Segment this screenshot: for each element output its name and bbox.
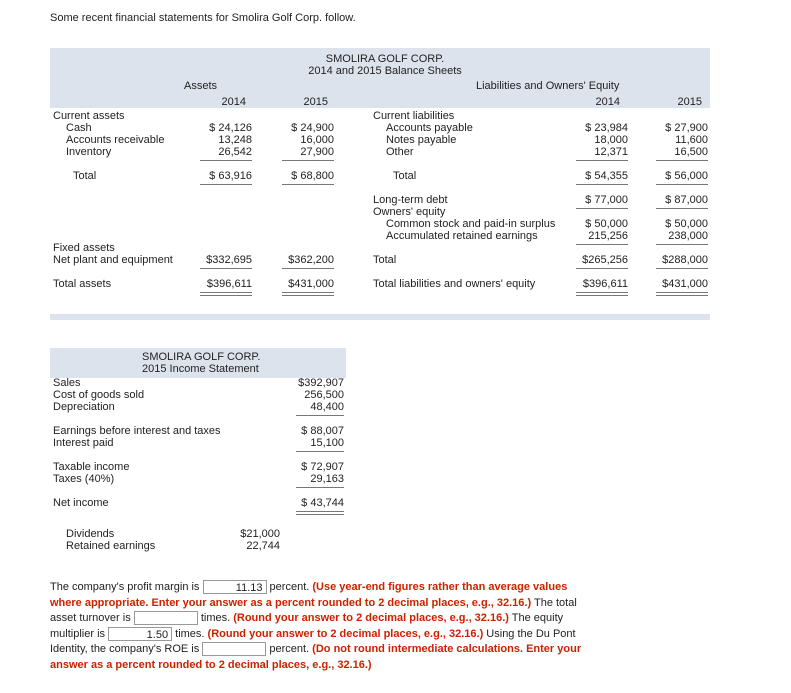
inventory-2015: 27,900 <box>300 146 334 158</box>
double-underline <box>282 292 334 296</box>
long-term-debt-label: Long-term debt <box>373 194 448 206</box>
underline <box>656 184 708 185</box>
intro-text: Some recent financial statements for Smolira Golf Corp. follow. <box>50 12 356 24</box>
bs-title: 2014 and 2015 Balance Sheets <box>308 65 462 77</box>
taxable-label: Taxable income <box>53 461 130 473</box>
receivable-2014: 13,248 <box>218 134 252 146</box>
assets-header: Assets <box>184 80 218 92</box>
ltd-2014: $ 77,000 <box>585 194 628 206</box>
cash-2014: $ 24,126 <box>209 122 252 134</box>
common-stock-2014: $ 50,000 <box>585 218 628 230</box>
total-right-2015: $288,000 <box>662 254 708 266</box>
underline <box>576 184 628 185</box>
dividends-label: Dividends <box>66 528 115 540</box>
underline <box>656 160 708 161</box>
owners-equity-label: Owners' equity <box>373 206 446 218</box>
double-underline <box>296 511 344 515</box>
underline <box>576 208 628 209</box>
net-plant-label: Net plant and equipment <box>53 254 173 266</box>
common-stock-2015: $ 50,000 <box>665 218 708 230</box>
instruction-1: (Use year-end figures rather than average values where appropriate. Enter your answer as a percent rounded to 2 decimal places, e.g., 32.16.) <box>50 581 568 609</box>
liabilities-header: Liabilities and Owners' Equity <box>476 80 620 92</box>
taxable-value: $ 72,907 <box>301 461 344 473</box>
underline <box>296 487 344 488</box>
is-retained-label: Retained earnings <box>66 540 156 552</box>
question-part-2: percent. <box>266 581 310 593</box>
roe-input[interactable] <box>202 642 266 656</box>
underline <box>576 244 628 245</box>
underline <box>296 451 344 452</box>
net-plant-2015: $362,200 <box>288 254 334 266</box>
underline <box>282 268 334 269</box>
instruction-4: (Do not round intermediate calculations. Enter your answer as a percent rounded to 2 decimal places, e.g., 32.16.) <box>50 643 582 671</box>
total-assets-label: Total assets <box>53 278 112 290</box>
total-assets-2014: $396,611 <box>206 278 252 290</box>
col-year-2014-right: 2014 <box>595 96 620 108</box>
retained-earnings-label: Accumulated retained earnings <box>386 230 538 242</box>
question-part-3: The total asset turnover is <box>50 596 577 625</box>
underline <box>576 268 628 269</box>
total-right-label: Total <box>373 254 397 266</box>
underline <box>200 268 252 269</box>
underline <box>656 208 708 209</box>
underline <box>200 184 252 185</box>
retained-2014: 215,256 <box>588 230 628 242</box>
question-part-4: times. <box>197 612 231 625</box>
depreciation-label: Depreciation <box>53 401 115 413</box>
balance-sheet-footer-band <box>50 314 710 320</box>
underline <box>296 415 344 416</box>
double-underline <box>656 292 708 296</box>
ebit-label: Earnings before interest and taxes <box>53 425 221 437</box>
depreciation-value: 48,400 <box>310 401 344 413</box>
col-year-2015-right: 2015 <box>677 96 702 108</box>
is-company-name: SMOLIRA GOLF CORP. <box>142 351 261 363</box>
cash-label: Cash <box>66 122 92 134</box>
notes-2015: 11,600 <box>675 134 708 146</box>
double-underline <box>200 292 252 296</box>
total-liab-2015: $ 56,000 <box>665 170 708 182</box>
inventory-label: Inventory <box>66 146 112 158</box>
instruction-2: (Round your answer to 2 decimal places, e.g., 32.16.) <box>230 612 509 625</box>
accounts-payable-label: Accounts payable <box>386 122 473 134</box>
question-text <box>50 580 590 674</box>
question-part-8: percent. <box>266 643 310 656</box>
inventory-2014: 26,542 <box>218 146 252 158</box>
net-income-label: Net income <box>53 497 109 509</box>
total-current-liab-label: Total <box>393 170 417 182</box>
total-current-2014: $ 63,916 <box>209 170 252 182</box>
is-retained-value: 22,744 <box>246 540 280 552</box>
current-assets-label: Current assets <box>53 110 125 122</box>
is-title: 2015 Income Statement <box>142 363 259 375</box>
ebit-value: $ 88,007 <box>301 425 344 437</box>
interest-value: 15,100 <box>310 437 344 449</box>
taxes-value: 29,163 <box>310 473 344 485</box>
underline <box>282 184 334 185</box>
sales-label: Sales <box>53 377 81 389</box>
common-stock-label: Common stock and paid-in surplus <box>386 218 556 230</box>
payable-2014: $ 23,984 <box>585 122 628 134</box>
double-underline <box>576 292 628 296</box>
ltd-2015: $ 87,000 <box>665 194 708 206</box>
notes-payable-label: Notes payable <box>386 134 457 146</box>
underline <box>656 244 708 245</box>
underline <box>200 160 252 161</box>
net-income-value: $ 43,744 <box>301 497 344 509</box>
total-le-2015: $431,000 <box>662 278 708 290</box>
other-label: Other <box>386 146 414 158</box>
question-part-1: The company's profit margin is <box>50 581 200 593</box>
other-2014: 12,371 <box>594 146 628 158</box>
question-part-7: Using the Du Pont Identity, the company's ROE is <box>50 627 576 656</box>
retained-2015: 238,000 <box>668 230 708 242</box>
instruction-3: (Round your answer to 2 decimal places, e.g., 32.16.) <box>204 627 484 640</box>
underline <box>282 160 334 161</box>
notes-2014: 18,000 <box>594 134 628 146</box>
total-current-assets-label: Total <box>73 170 97 182</box>
sales-value: $392,907 <box>298 377 344 389</box>
col-year-2015-left: 2015 <box>303 96 328 108</box>
question-part-5: The equity multiplier is <box>50 612 564 640</box>
fixed-assets-label: Fixed assets <box>53 242 115 254</box>
taxes-label: Taxes (40%) <box>53 473 115 485</box>
bs-company-name: SMOLIRA GOLF CORP. <box>325 53 445 65</box>
receivable-2015: 16,000 <box>300 134 334 146</box>
total-le-2014: $396,611 <box>582 278 628 290</box>
other-2015: 16,500 <box>674 146 708 158</box>
current-liabilities-label: Current liabilities <box>373 110 455 122</box>
total-liab-2014: $ 54,355 <box>585 170 628 182</box>
cogs-label: Cost of goods sold <box>53 389 145 401</box>
receivable-label: Accounts receivable <box>66 134 165 146</box>
cogs-value: 256,500 <box>304 389 344 401</box>
interest-label: Interest paid <box>53 437 114 449</box>
dividends-value: $21,000 <box>240 528 280 540</box>
net-plant-2014: $332,695 <box>206 254 252 266</box>
total-right-2014: $265,256 <box>582 254 628 266</box>
question-part-6: times. <box>172 627 205 640</box>
total-current-2015: $ 68,800 <box>291 170 334 182</box>
asset-turnover-input[interactable] <box>134 611 198 625</box>
payable-2015: $ 27,900 <box>665 122 708 134</box>
equity-multiplier-input[interactable]: 1.50 <box>108 627 172 641</box>
underline <box>576 160 628 161</box>
profit-margin-input[interactable]: 11.13 <box>203 580 267 594</box>
total-assets-2015: $431,000 <box>288 278 334 290</box>
cash-2015: $ 24,900 <box>291 122 334 134</box>
underline <box>656 268 708 269</box>
total-le-label: Total liabilities and owners' equity <box>373 278 536 290</box>
col-year-2014-left: 2014 <box>221 96 246 108</box>
